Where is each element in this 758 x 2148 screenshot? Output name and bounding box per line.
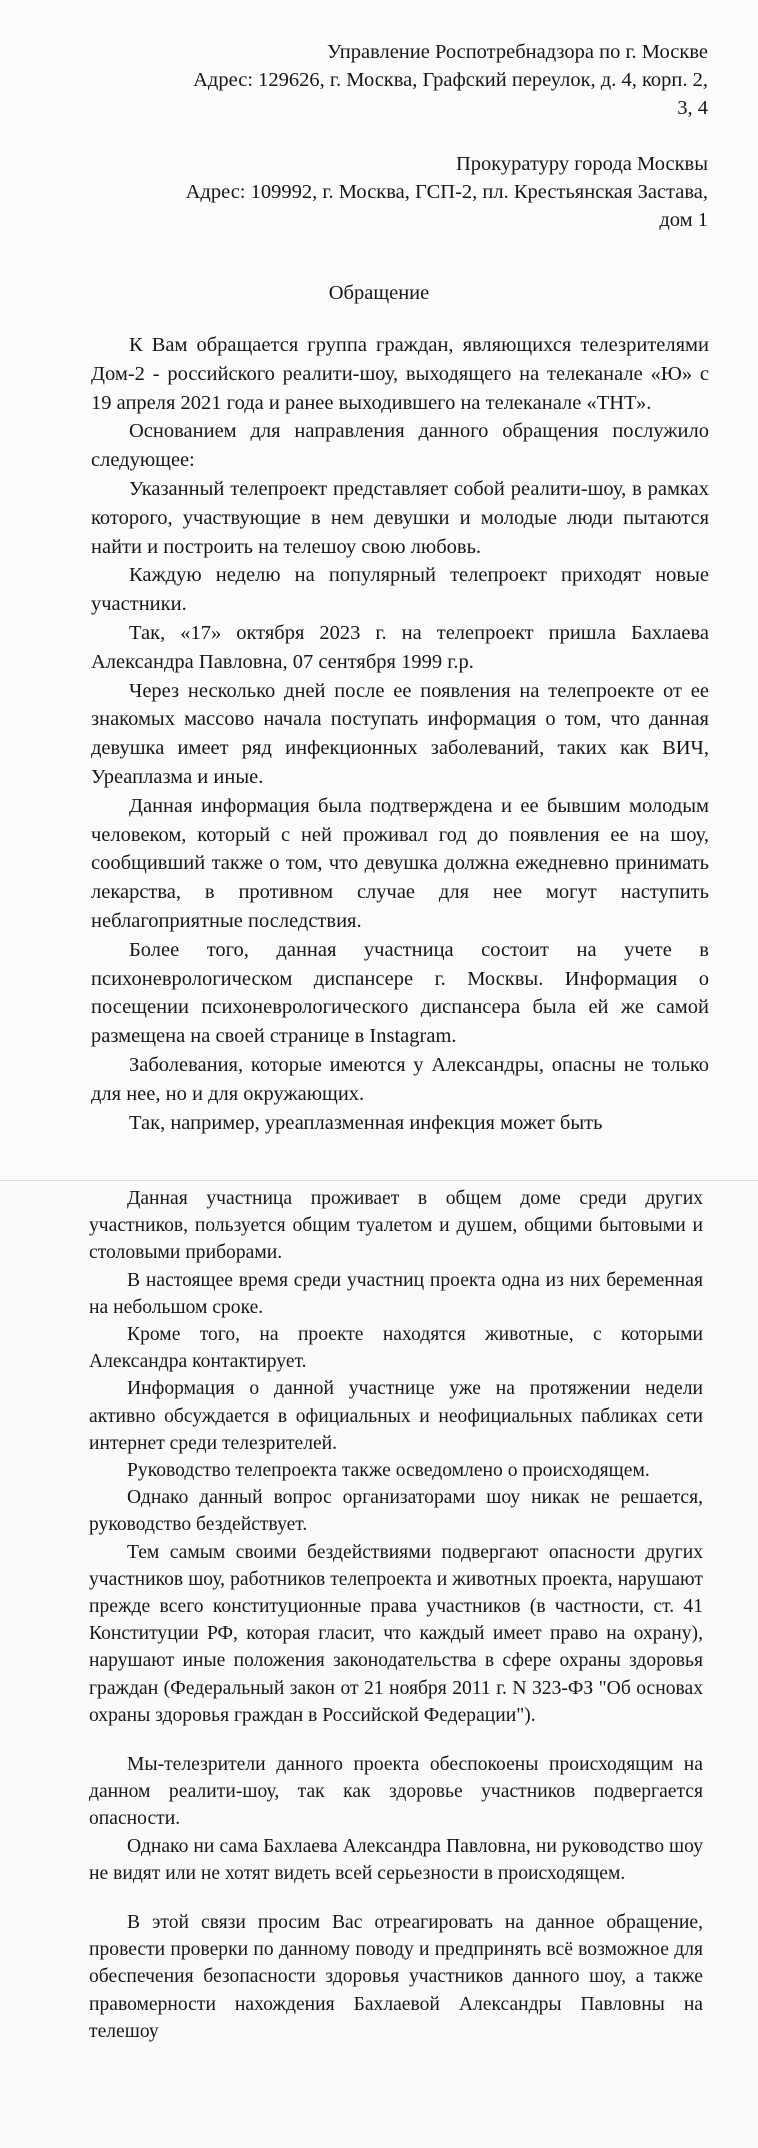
recipient-rospotrebnadzor	[68, 38, 708, 122]
paragraph: Кроме того, на проекте находятся животные, с которыми Александра контактирует.	[89, 1324, 703, 1373]
recipient-address-line-1: Адрес: 109992, г. Москва, ГСП-2, пл. Крестьянская Застава,	[185, 181, 708, 203]
recipient-address-line-2: 3, 4	[677, 97, 708, 119]
paragraph: Однако данный вопрос организаторами шоу никак не решается, руководство бездействует.	[89, 1487, 703, 1536]
paragraph: Через несколько дней после ее появления на телепроекте от ее знакомых массово начала поступать информация о том, что данная девушка имеет ряд инфекционных заболеваний, таких как ВИЧ, Уреаплазма и иные.	[91, 679, 709, 788]
paragraph: Так, например, уреаплазменная инфекция может быть	[129, 1111, 603, 1134]
paragraph: К Вам обращается группа граждан, являющихся телезрителями Дом-2 - российского реалити-шоу, выходящего на телеканале «Ю» с 19 апреля 2021 года и ранее выходившего на телеканале «ТНТ».	[91, 334, 709, 414]
paragraph: В этой связи просим Вас отреагировать на данное обращение, провести проверки по данному поводу и предпринять всё возможное для обеспечения безопасности здоровья участников данного шоу, а также правомерности нахождения Бахлаевой Александры Павловны на телешоу	[89, 1912, 703, 2042]
paragraph: Однако ни сама Бахлаева Александра Павловна, ни руководство шоу не видят или не хотят видеть всей серьезности в происходящем.	[89, 1835, 703, 1884]
paragraph: Руководство телепроекта также осведомлено о происходящем.	[127, 1460, 650, 1482]
paragraph: Информация о данной участнице уже на протяжении недели активно обсуждается в официальных и неофициальных пабликах сети интернет среди телезрителей.	[89, 1378, 703, 1454]
paragraph: Более того, данная участница состоит на учете в психоневрологическом диспансере г. Москвы. Информация о посещении психоневрологического диспансера была ей же самой размещена на своей странице в Instagram.	[91, 938, 709, 1048]
document-title: Обращение	[328, 282, 430, 304]
recipient-prosecutor	[68, 150, 708, 234]
paragraph: Мы-телезрители данного проекта обеспокоены происходящим на данном реалити-шоу, так как здоровье участников подвергается опасности.	[89, 1754, 703, 1830]
document-fragment-2	[0, 1180, 758, 2148]
paragraph: Так, «17» октября 2023 г. на телепроект пришла Бахлаева Александра Павловна, 07 сентября 1999 г.р.	[91, 621, 709, 673]
paragraph: Основанием для направления данного обращения послужило следующее:	[91, 420, 709, 472]
body-part-1	[91, 331, 709, 1137]
recipient-name: Управление Роспотребнадзора по г. Москве	[327, 41, 708, 63]
paragraph: Данная участница проживает в общем доме среди других участников, пользуется общим туалетом и душем, общими бытовыми и столовыми приборами.	[89, 1188, 703, 1264]
paragraph: Каждую неделю на популярный телепроект приходят новые участники.	[91, 564, 709, 616]
body-part-2	[89, 1185, 703, 2045]
paragraph: Тем самым своими бездействиями подвергают опасности других участников шоу, работников телепроекта и животных проекта, нарушают прежде всего конституционные права участников (в частности, ст. 41 Конституции РФ, которая гласит, что каждый имеет право на охрану), нарушают иные положения законодательства в сфере охраны здоровья граждан (Федеральный закон от 21 ноября 2011 г. N 323-ФЗ "Об основах охраны здоровья граждан в Российской Федерации").	[89, 1541, 703, 1726]
paragraph: В настоящее время среди участниц проекта одна из них беременная на небольшом сроке.	[89, 1269, 703, 1318]
recipient-address-line-2: дом 1	[659, 209, 708, 231]
paragraph: Данная информация была подтверждена и ее бывшим молодым человеком, который с ней проживал год до появления ее на шоу, сообщивший также о том, что девушка должна ежедневно принимать лекарства, в противном случае для нее могут наступить неблагоприятные последствия.	[91, 794, 709, 932]
paragraph: Заболевания, которые имеются у Александры, опасны не только для нее, но и для окружающих.	[91, 1053, 709, 1105]
paragraph: Указанный телепроект представляет собой реалити-шоу, в рамках которого, участвующие в нем девушки и молодые люди пытаются найти и построить на телешоу свою любовь.	[91, 477, 709, 558]
recipient-address-line-1: Адрес: 129626, г. Москва, Графский переулок, д. 4, корп. 2,	[193, 69, 708, 91]
recipient-name: Прокуратуру города Москвы	[455, 153, 708, 175]
